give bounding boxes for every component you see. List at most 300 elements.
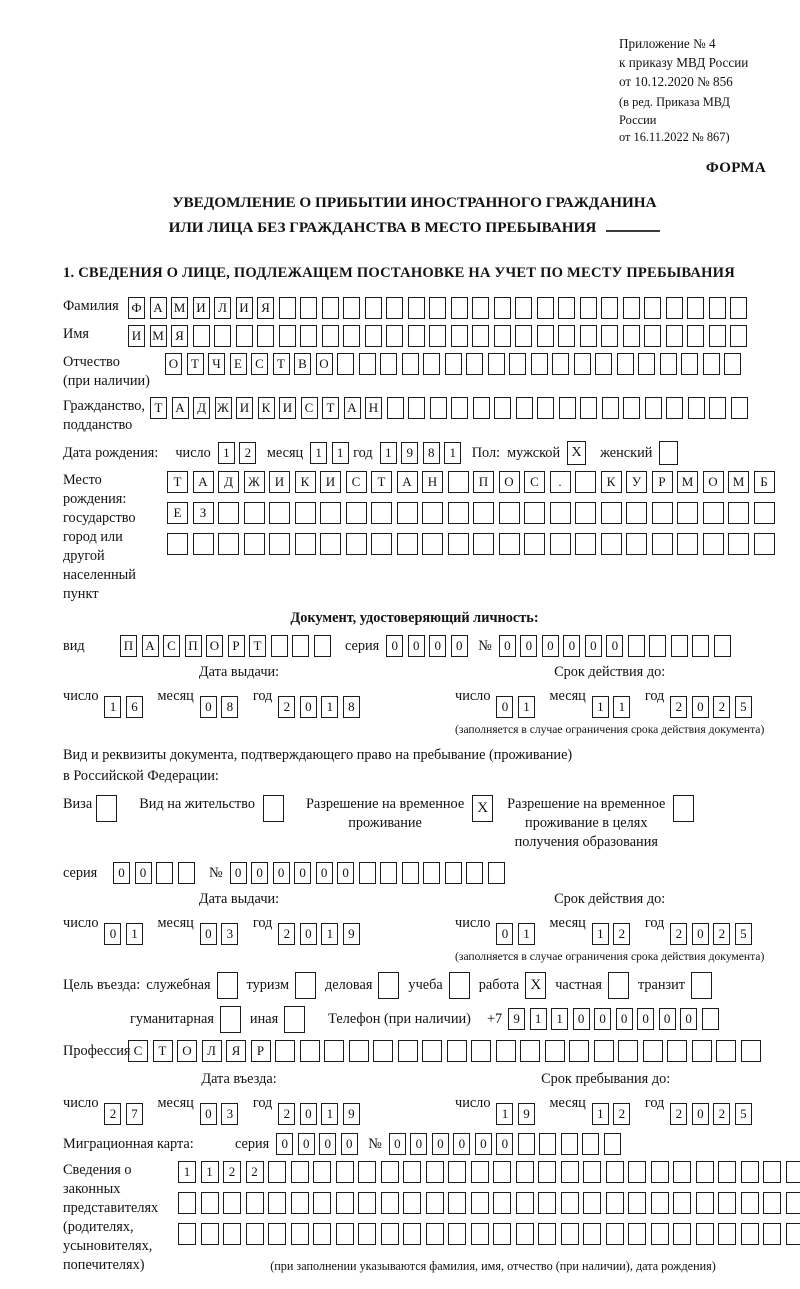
char-cell bbox=[606, 1161, 624, 1183]
char-cell bbox=[423, 862, 440, 884]
doc-seriya-label: серия bbox=[345, 635, 379, 657]
char-cell: Р bbox=[652, 471, 673, 493]
profession-row bbox=[63, 1040, 766, 1062]
char-cell: О bbox=[316, 353, 333, 375]
month-label: месяц bbox=[549, 1095, 585, 1111]
char-cell bbox=[623, 397, 640, 419]
char-cell: Н bbox=[422, 471, 443, 493]
char-cell: Т bbox=[150, 397, 167, 419]
char-cell: 2 bbox=[670, 923, 687, 945]
residence-permit-option bbox=[139, 795, 284, 822]
char-cell bbox=[516, 1161, 534, 1183]
birth-place-cells-row2 bbox=[167, 502, 779, 524]
char-cell: 0 bbox=[499, 635, 516, 657]
legal-reps-label bbox=[63, 1161, 178, 1275]
char-cell bbox=[660, 353, 677, 375]
char-cell bbox=[608, 972, 629, 999]
purpose-private-label: частная bbox=[555, 972, 602, 998]
purpose-other bbox=[250, 1006, 305, 1033]
revision-line: (в ред. Приказа МВД России bbox=[619, 94, 766, 128]
expiry-month-cells bbox=[592, 696, 635, 718]
birth-place-label-line: населенный пункт bbox=[63, 567, 136, 602]
entry-day-cells bbox=[104, 1103, 147, 1125]
char-cell bbox=[493, 1192, 511, 1214]
char-cell: Л bbox=[214, 297, 231, 319]
char-cell bbox=[448, 1223, 466, 1245]
char-cell bbox=[271, 635, 288, 657]
char-cell bbox=[403, 1192, 421, 1214]
char-cell: 2 bbox=[223, 1161, 241, 1183]
char-cell bbox=[359, 862, 376, 884]
char-cell bbox=[268, 1223, 286, 1245]
char-cell bbox=[628, 1161, 646, 1183]
purpose-study-checkbox bbox=[449, 972, 470, 999]
char-cell bbox=[300, 1040, 320, 1062]
legal-reps-label-line: попечителях) bbox=[63, 1257, 145, 1273]
char-cell: Ч bbox=[208, 353, 225, 375]
char-cell: 1 bbox=[321, 1103, 338, 1125]
day-label: число bbox=[455, 1095, 490, 1111]
char-cell bbox=[402, 353, 419, 375]
char-cell bbox=[558, 325, 575, 347]
char-cell bbox=[218, 502, 239, 524]
visa-label: Виза bbox=[63, 795, 92, 814]
char-cell: 1 bbox=[518, 696, 535, 718]
temp-residence-label bbox=[306, 795, 464, 833]
purpose-transit-checkbox bbox=[691, 972, 712, 999]
char-cell bbox=[279, 297, 296, 319]
char-cell: 0 bbox=[496, 923, 513, 945]
legal-reps-row bbox=[63, 1161, 766, 1275]
char-cell bbox=[539, 1133, 556, 1155]
year-label: год bbox=[253, 688, 273, 704]
char-cell: 5 bbox=[735, 923, 752, 945]
month-label: месяц bbox=[157, 1095, 193, 1111]
char-cell bbox=[724, 353, 741, 375]
char-cell bbox=[448, 1161, 466, 1183]
char-cell bbox=[223, 1192, 241, 1214]
char-cell bbox=[402, 862, 419, 884]
char-cell bbox=[220, 1006, 241, 1033]
char-cell bbox=[652, 502, 673, 524]
char-cell: 0 bbox=[432, 1133, 449, 1155]
char-cell: 9 bbox=[343, 1103, 360, 1125]
phone-cells bbox=[508, 1008, 723, 1030]
char-cell: Л bbox=[202, 1040, 222, 1062]
char-cell: X bbox=[472, 795, 493, 822]
char-cell: И bbox=[269, 471, 290, 493]
birth-place-label bbox=[63, 471, 167, 604]
char-cell bbox=[279, 325, 296, 347]
char-cell: П bbox=[185, 635, 202, 657]
purpose-official-label: служебная bbox=[146, 972, 210, 998]
purpose-humanitarian-checkbox bbox=[220, 1006, 241, 1033]
char-cell: 0 bbox=[300, 696, 317, 718]
char-cell: И bbox=[320, 471, 341, 493]
char-cell: Р bbox=[228, 635, 245, 657]
char-cell bbox=[703, 502, 724, 524]
char-cell bbox=[754, 533, 775, 555]
sex-label: Пол: bbox=[472, 442, 500, 464]
appendix-line: к приказу МВД России bbox=[619, 53, 766, 72]
char-cell bbox=[473, 533, 494, 555]
char-cell bbox=[365, 297, 382, 319]
char-cell: 0 bbox=[230, 862, 247, 884]
char-cell: 1 bbox=[332, 442, 349, 464]
char-cell bbox=[687, 325, 704, 347]
char-cell: 0 bbox=[104, 923, 121, 945]
char-cell: 1 bbox=[613, 696, 630, 718]
char-cell: П bbox=[120, 635, 137, 657]
identity-doc-dates-row bbox=[63, 663, 766, 737]
char-cell bbox=[524, 533, 545, 555]
permit-issue-month-cells bbox=[200, 923, 243, 945]
char-cell: 9 bbox=[343, 923, 360, 945]
char-cell bbox=[403, 1161, 421, 1183]
char-cell bbox=[741, 1161, 759, 1183]
char-cell bbox=[730, 325, 747, 347]
char-cell bbox=[638, 353, 655, 375]
char-cell bbox=[666, 397, 683, 419]
char-cell bbox=[731, 397, 748, 419]
purpose-row2 bbox=[130, 1006, 766, 1033]
purpose-business bbox=[325, 972, 399, 999]
doc-seriya-cells bbox=[386, 635, 472, 657]
entry-dates-row bbox=[63, 1070, 766, 1125]
char-cell bbox=[741, 1192, 759, 1214]
residence-intro-line1: Вид и реквизиты документа, подтверждающего право на пребывание (проживание) bbox=[63, 745, 766, 766]
residence-doc-intro bbox=[63, 745, 766, 787]
year-label: год bbox=[353, 442, 373, 464]
education-label-line2: проживание в целях bbox=[525, 815, 647, 831]
char-cell bbox=[346, 533, 367, 555]
char-cell bbox=[494, 297, 511, 319]
char-cell bbox=[451, 325, 468, 347]
char-cell bbox=[575, 502, 596, 524]
education-label-line3: получения образования bbox=[515, 834, 658, 850]
doc-expiry-date-group bbox=[455, 663, 764, 737]
char-cell bbox=[550, 502, 571, 524]
legal-reps-right-col bbox=[178, 1161, 800, 1274]
char-cell bbox=[786, 1192, 800, 1214]
char-cell bbox=[472, 297, 489, 319]
char-cell bbox=[714, 635, 731, 657]
entry-date-group bbox=[63, 1070, 415, 1125]
char-cell bbox=[692, 635, 709, 657]
purpose-humanitarian-label: гуманитарная bbox=[130, 1006, 214, 1032]
char-cell bbox=[718, 1223, 736, 1245]
char-cell bbox=[397, 533, 418, 555]
purpose-official-checkbox bbox=[217, 972, 238, 999]
char-cell bbox=[718, 1192, 736, 1214]
char-cell: 0 bbox=[408, 635, 425, 657]
char-cell bbox=[430, 397, 447, 419]
char-cell: И bbox=[236, 297, 253, 319]
char-cell: 2 bbox=[713, 923, 730, 945]
char-cell bbox=[178, 1192, 196, 1214]
permit-expiry-day-cells bbox=[496, 923, 539, 945]
doc-type-cells bbox=[120, 635, 335, 657]
char-cell: 1 bbox=[321, 696, 338, 718]
purpose-row1 bbox=[63, 972, 766, 999]
purpose-label: Цель въезда: bbox=[63, 972, 140, 998]
char-cell bbox=[314, 635, 331, 657]
char-cell bbox=[246, 1223, 264, 1245]
char-cell: Д bbox=[218, 471, 239, 493]
char-cell bbox=[268, 1161, 286, 1183]
char-cell: Р bbox=[251, 1040, 271, 1062]
char-cell bbox=[741, 1040, 761, 1062]
stay-day-cells bbox=[496, 1103, 539, 1125]
char-cell bbox=[718, 1161, 736, 1183]
expiry-day-cells bbox=[496, 696, 539, 718]
year-label: год bbox=[645, 1095, 665, 1111]
legal-reps-note: (при заполнении указываются фамилия, имя, отчество (при наличии), дата рождения) bbox=[178, 1259, 800, 1274]
char-cell bbox=[471, 1192, 489, 1214]
permit-expiry-date-group bbox=[455, 890, 764, 964]
char-cell: 0 bbox=[496, 1133, 513, 1155]
char-cell bbox=[156, 862, 173, 884]
char-cell bbox=[201, 1223, 219, 1245]
year-label: год bbox=[645, 915, 665, 931]
form-label: ФОРМА bbox=[63, 160, 766, 177]
char-cell bbox=[397, 502, 418, 524]
char-cell bbox=[531, 353, 548, 375]
char-cell: 1 bbox=[496, 1103, 513, 1125]
char-cell: 0 bbox=[692, 1103, 709, 1125]
char-cell: 0 bbox=[200, 923, 217, 945]
char-cell bbox=[763, 1223, 781, 1245]
surname-row bbox=[63, 297, 766, 319]
char-cell bbox=[358, 1161, 376, 1183]
char-cell bbox=[447, 1040, 467, 1062]
char-cell: Е bbox=[167, 502, 188, 524]
char-cell: 5 bbox=[735, 1103, 752, 1125]
char-cell bbox=[493, 1161, 511, 1183]
permit-seriya-row bbox=[63, 862, 766, 884]
char-cell: 1 bbox=[530, 1008, 547, 1030]
residence-options-row bbox=[63, 795, 766, 852]
residence-permit-label: Вид на жительство bbox=[139, 795, 255, 814]
char-cell: К bbox=[258, 397, 275, 419]
permit-expiry-year-cells bbox=[670, 923, 756, 945]
migration-card-label: Миграционная карта: bbox=[63, 1133, 228, 1155]
migration-number-label: № bbox=[368, 1133, 382, 1155]
char-cell: 1 bbox=[178, 1161, 196, 1183]
char-cell: 0 bbox=[680, 1008, 697, 1030]
char-cell: 0 bbox=[386, 635, 403, 657]
char-cell: О bbox=[703, 471, 724, 493]
char-cell: 0 bbox=[200, 1103, 217, 1125]
char-cell bbox=[300, 325, 317, 347]
char-cell bbox=[537, 397, 554, 419]
char-cell bbox=[702, 1008, 719, 1030]
temp-residence-option bbox=[306, 795, 493, 833]
patronymic-label-line2: (при наличии) bbox=[63, 373, 150, 389]
char-cell bbox=[295, 533, 316, 555]
char-cell bbox=[559, 397, 576, 419]
char-cell: 5 bbox=[735, 696, 752, 718]
char-cell bbox=[426, 1223, 444, 1245]
char-cell: Е bbox=[230, 353, 247, 375]
issue-year-cells bbox=[278, 696, 364, 718]
char-cell bbox=[343, 325, 360, 347]
char-cell: М bbox=[677, 471, 698, 493]
char-cell: Т bbox=[322, 397, 339, 419]
char-cell: 1 bbox=[104, 696, 121, 718]
surname-cells bbox=[128, 297, 752, 319]
char-cell bbox=[275, 1040, 295, 1062]
purpose-tourism-label: туризм bbox=[247, 972, 290, 998]
purpose-tourism-checkbox bbox=[295, 972, 316, 999]
char-cell: 1 bbox=[218, 442, 235, 464]
legal-reps-cells-row2 bbox=[178, 1192, 800, 1214]
char-cell bbox=[673, 1223, 691, 1245]
char-cell: 2 bbox=[278, 696, 295, 718]
permit-issue-year-cells bbox=[278, 923, 364, 945]
doc-number-cells bbox=[499, 635, 736, 657]
char-cell bbox=[268, 1192, 286, 1214]
phone-label: Телефон (при наличии) bbox=[328, 1006, 471, 1032]
char-cell bbox=[623, 297, 640, 319]
char-cell: Ф bbox=[128, 297, 145, 319]
char-cell: С bbox=[524, 471, 545, 493]
char-cell: М bbox=[150, 325, 167, 347]
char-cell bbox=[358, 1223, 376, 1245]
char-cell bbox=[322, 325, 339, 347]
char-cell bbox=[550, 533, 571, 555]
revision-line: от 16.11.2022 № 867) bbox=[619, 129, 766, 146]
char-cell bbox=[651, 1161, 669, 1183]
char-cell: 2 bbox=[104, 1103, 121, 1125]
char-cell bbox=[359, 353, 376, 375]
char-cell: О bbox=[499, 471, 520, 493]
char-cell bbox=[244, 502, 265, 524]
purpose-study-label: учеба bbox=[408, 972, 442, 998]
char-cell bbox=[291, 1192, 309, 1214]
char-cell: 0 bbox=[276, 1133, 293, 1155]
char-cell bbox=[651, 1192, 669, 1214]
char-cell bbox=[515, 297, 532, 319]
stay-until-title: Срок пребывания до: bbox=[455, 1070, 756, 1088]
char-cell bbox=[575, 533, 596, 555]
char-cell bbox=[358, 1192, 376, 1214]
birth-place-cells-row1 bbox=[167, 471, 779, 493]
char-cell: 1 bbox=[592, 696, 609, 718]
purpose-other-checkbox bbox=[284, 1006, 305, 1033]
char-cell bbox=[580, 325, 597, 347]
char-cell: 3 bbox=[221, 923, 238, 945]
char-cell: 1 bbox=[126, 923, 143, 945]
char-cell bbox=[295, 972, 316, 999]
char-cell: К bbox=[601, 471, 622, 493]
char-cell bbox=[667, 1040, 687, 1062]
appendix-line: от 10.12.2020 № 856 bbox=[619, 72, 766, 91]
char-cell bbox=[343, 297, 360, 319]
day-label: число bbox=[63, 688, 98, 704]
permit-number-cells bbox=[230, 862, 510, 884]
char-cell: 2 bbox=[613, 923, 630, 945]
permit-dates-row bbox=[63, 890, 766, 964]
char-cell: 0 bbox=[341, 1133, 358, 1155]
char-cell bbox=[677, 502, 698, 524]
temp-residence-checkbox bbox=[472, 795, 493, 822]
char-cell bbox=[178, 1223, 196, 1245]
char-cell bbox=[217, 972, 238, 999]
year-label: год bbox=[253, 1095, 273, 1111]
expiry-year-cells bbox=[670, 696, 756, 718]
char-cell bbox=[537, 297, 554, 319]
char-cell: О bbox=[165, 353, 182, 375]
char-cell bbox=[649, 635, 666, 657]
char-cell: 1 bbox=[321, 923, 338, 945]
temp-residence-label-line2: проживание bbox=[348, 815, 422, 831]
char-cell bbox=[524, 502, 545, 524]
char-cell bbox=[575, 471, 596, 493]
char-cell: 2 bbox=[713, 696, 730, 718]
char-cell bbox=[472, 325, 489, 347]
female-checkbox bbox=[659, 441, 678, 465]
visa-checkbox bbox=[96, 795, 117, 822]
issue-date-title: Дата выдачи: bbox=[63, 663, 415, 681]
char-cell: 0 bbox=[594, 1008, 611, 1030]
char-cell bbox=[218, 533, 239, 555]
male-checkbox bbox=[567, 441, 586, 465]
char-cell bbox=[728, 533, 749, 555]
char-cell: . bbox=[550, 471, 571, 493]
char-cell bbox=[671, 635, 688, 657]
char-cell bbox=[644, 297, 661, 319]
char-cell bbox=[552, 353, 569, 375]
char-cell: 8 bbox=[343, 696, 360, 718]
char-cell: 9 bbox=[401, 442, 418, 464]
char-cell: М bbox=[728, 471, 749, 493]
char-cell: 1 bbox=[592, 1103, 609, 1125]
char-cell bbox=[193, 533, 214, 555]
char-cell bbox=[617, 353, 634, 375]
char-cell bbox=[583, 1223, 601, 1245]
page-title bbox=[63, 191, 766, 241]
char-cell: 2 bbox=[670, 696, 687, 718]
purpose-private-checkbox bbox=[608, 972, 629, 999]
char-cell: 8 bbox=[423, 442, 440, 464]
char-cell bbox=[371, 533, 392, 555]
permit-seriya-label: серия bbox=[63, 862, 106, 884]
citizenship-label-line2: подданство bbox=[63, 417, 132, 433]
male-label: мужской bbox=[507, 442, 560, 464]
char-cell: 0 bbox=[616, 1008, 633, 1030]
legal-reps-label-line: законных bbox=[63, 1181, 120, 1197]
identity-doc-row bbox=[63, 635, 766, 657]
char-cell bbox=[516, 397, 533, 419]
char-cell bbox=[448, 533, 469, 555]
entry-date-title: Дата въезда: bbox=[63, 1070, 415, 1088]
female-label: женский bbox=[600, 442, 652, 464]
char-cell bbox=[292, 635, 309, 657]
purpose-work-label: работа bbox=[479, 972, 520, 998]
char-cell bbox=[488, 862, 505, 884]
entry-month-cells bbox=[200, 1103, 243, 1125]
char-cell bbox=[515, 325, 532, 347]
char-cell: 0 bbox=[135, 862, 152, 884]
char-cell bbox=[643, 1040, 663, 1062]
profession-label: Профессия bbox=[63, 1040, 128, 1062]
legal-reps-label-line: Сведения о bbox=[63, 1162, 132, 1178]
char-cell bbox=[673, 795, 694, 822]
day-label: число bbox=[455, 688, 490, 704]
char-cell: 8 bbox=[221, 696, 238, 718]
char-cell bbox=[645, 397, 662, 419]
